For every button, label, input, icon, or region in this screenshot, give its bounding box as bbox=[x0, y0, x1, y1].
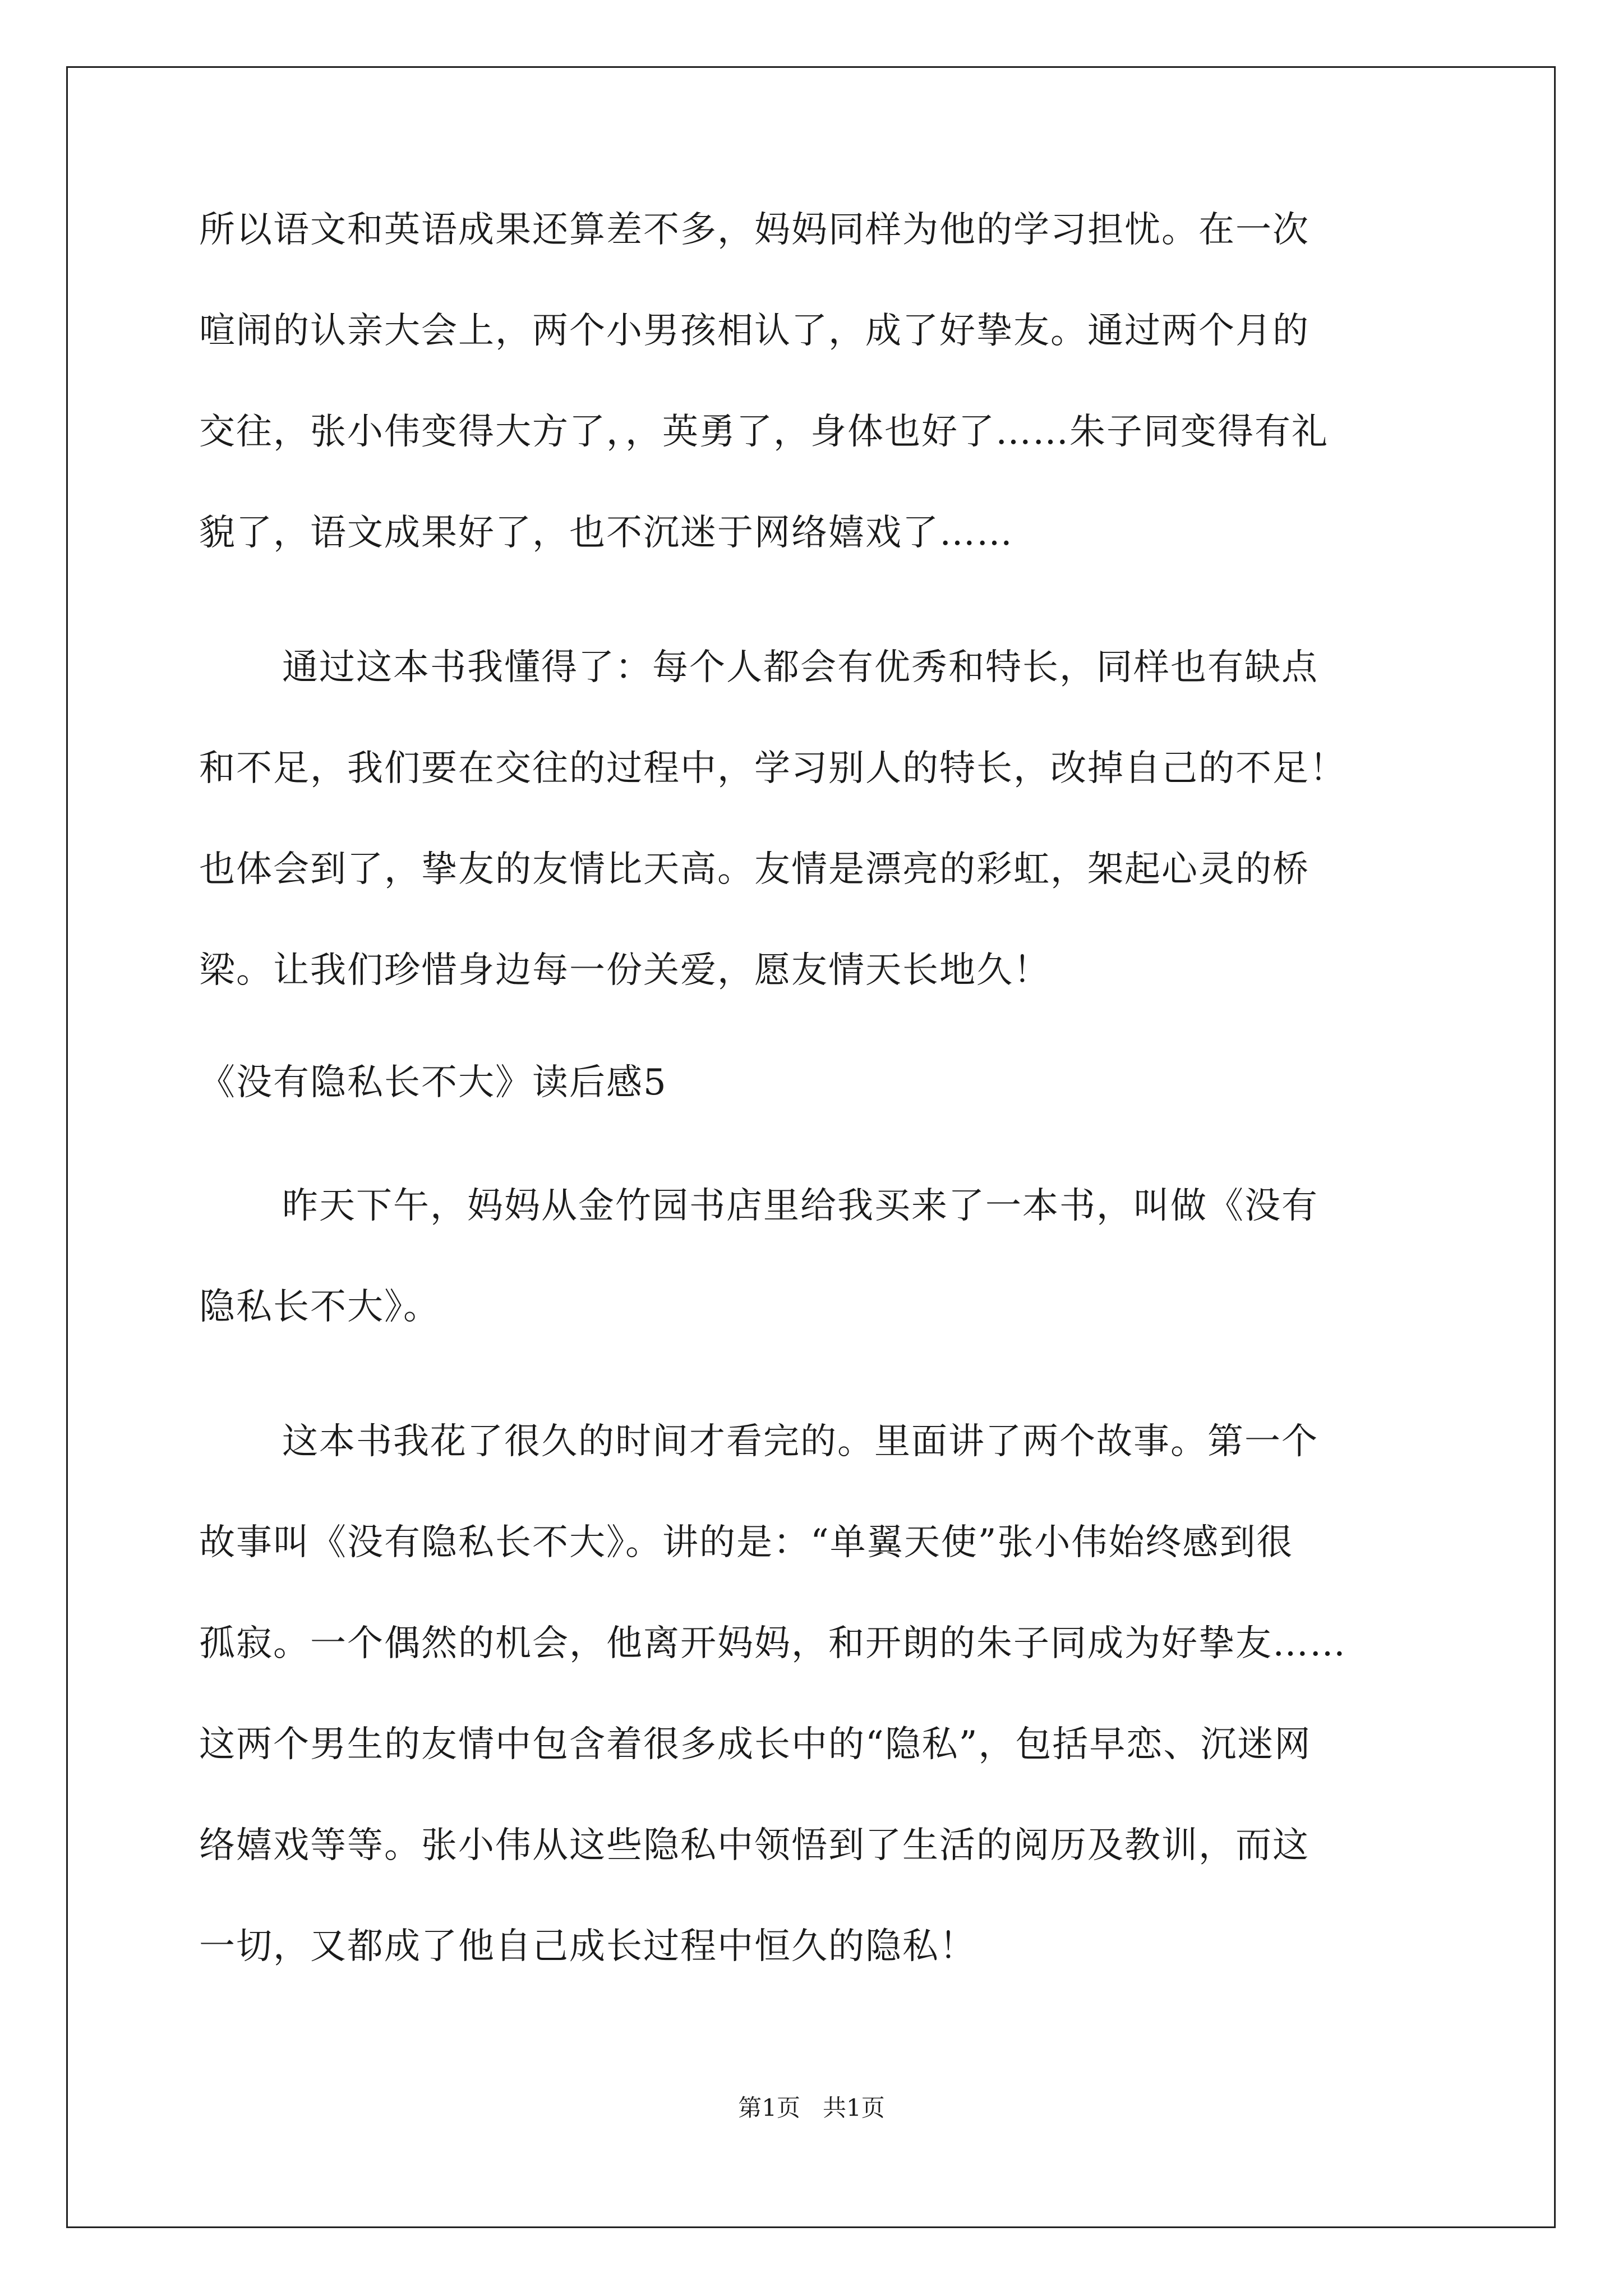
text-line: 也体会到了，挚友的友情比天高。友情是漂亮的彩虹，架起心灵的桥 bbox=[199, 849, 1310, 890]
text-line: 交往，张小伟变得大方了，，英勇了，身体也好了……朱子同变得有礼 bbox=[199, 411, 1329, 453]
text-line: 这两个男生的友情中包含着很多成长中的“隐私”，包括早恋、沉迷网 bbox=[199, 1724, 1312, 1765]
text-line: 络嬉戏等等。张小伟从这些隐私中领悟到了生活的阅历及教训，而这 bbox=[199, 1825, 1310, 1866]
page-border bbox=[66, 66, 1556, 2228]
paragraph-first-line: 通过这本书我懂得了：每个人都会有优秀和特长，同样也有缺点 bbox=[282, 647, 1318, 688]
section-heading: 《没有隐私长不大》读后感5 bbox=[199, 1062, 667, 1103]
page-number-footer: 第1页 共1页 bbox=[738, 2094, 885, 2122]
text-line: 故事叫《没有隐私长不大》。讲的是：“单翼天使”张小伟始终感到很 bbox=[199, 1522, 1294, 1563]
text-line: 所以语文和英语成果还算差不多，妈妈同样为他的学习担忧。在一次 bbox=[199, 209, 1310, 251]
text-line: 孤寂。一个偶然的机会，他离开妈妈，和开朗的朱子同成为好挚友…… bbox=[199, 1623, 1347, 1664]
text-line: 一切，又都成了他自己成长过程中恒久的隐私！ bbox=[199, 1926, 976, 1967]
text-line: 和不足，我们要在交往的过程中，学习别人的特长，改掉自己的不足！ bbox=[199, 748, 1347, 789]
paragraph-first-line: 这本书我花了很久的时间才看完的。里面讲了两个故事。第一个 bbox=[282, 1421, 1318, 1462]
text-line: 貌了，语文成果好了，也不沉迷于网络嬉戏了…… bbox=[199, 512, 1013, 554]
text-line: 梁。让我们珍惜身边每一份关爱，愿友情天长地久！ bbox=[199, 950, 1050, 991]
paragraph-first-line: 昨天下午，妈妈从金竹园书店里给我买来了一本书，叫做《没有 bbox=[282, 1185, 1318, 1227]
text-line: 喧闹的认亲大会上，两个小男孩相认了，成了好挚友。通过两个月的 bbox=[199, 310, 1310, 352]
text-line: 隐私长不大》。 bbox=[199, 1286, 440, 1328]
